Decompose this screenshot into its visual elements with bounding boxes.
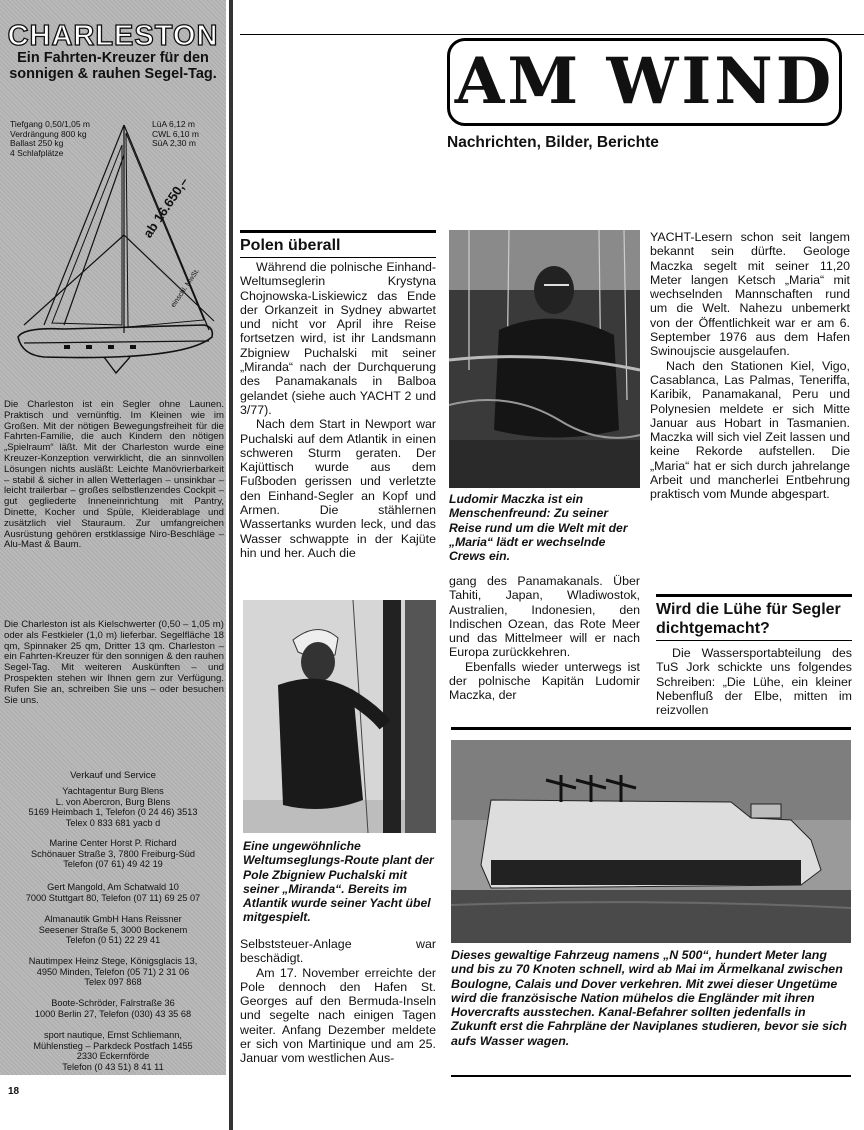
address-line: Schönauer Straße 3, 7800 Freiburg-Süd bbox=[31, 848, 195, 859]
spec-line: LüA 6,12 m bbox=[152, 119, 196, 129]
address-line: Nautimpex Heinz Stege, Königsglacis 13, bbox=[28, 956, 198, 966]
paragraph: Ebenfalls wieder unterwegs ist der polnische Kapitän Ludomir Maczka, der bbox=[449, 659, 640, 703]
photo-caption-maczka: Ludomir Maczka ist ein Menschenfreund: Zu seiner Reise rund um die Welt mit der „Maria“ lädt er wechselnde Crews ein. bbox=[449, 492, 628, 564]
address-line: Telex 0 833 681 yacb d bbox=[65, 817, 161, 828]
article-text bbox=[240, 260, 436, 560]
paragraph: Selbststeuer-Anlage war beschädigt. bbox=[240, 937, 436, 966]
spec-line: Ballast 250 kg bbox=[10, 138, 64, 148]
address-line: 7000 Stuttgart 80, Telefon (07 11) 69 25 07 bbox=[25, 892, 201, 903]
article-heading-luehe: Wird die Lühe für Segler dichtgemacht? bbox=[656, 594, 852, 641]
address-line: 2330 Eckernförde bbox=[76, 1051, 150, 1062]
paragraph: Nach den Stationen Kiel, Vigo, Casablanca, Las Palmas, Teneriffa, Karibik, Panamakanal, Peru und Polynesien meldete er sich Mitte Januar aus Hobart in Tasmanien. Maczka will sich viel Zeit lassen und keine Rekorde aufstellen. Die „Maria“ hat er sich durch jahrelange Arbeit und mancherlei Entbehrung praktisch vom Munde abgespart. bbox=[650, 358, 850, 502]
article-text bbox=[656, 646, 852, 717]
paragraph: YACHT-Lesern schon seit langem bekannt sein dürfte. Geologe Maczka segelt mit seiner 11,20 Meter langen Ketsch „Maria“ mit wechselnden Mannschaften rund um die Welt. Nahezu unbemerkt von der Öffentlichkeit war er am 6. September 1976 aus dem Hafen Swinoujscie ausgelaufen. bbox=[650, 230, 850, 359]
address-line: sport nautique, Ernst Schliemann, bbox=[44, 1030, 182, 1040]
spec-line: SüA 2,30 m bbox=[152, 138, 196, 148]
spec-line: Tiefgang 0,50/1,05 m bbox=[10, 119, 91, 129]
photo-rule bbox=[451, 727, 851, 730]
article-text bbox=[240, 937, 436, 1066]
ad-service-heading: Verkauf und Service bbox=[70, 770, 156, 781]
spec-line: 4 Schlafplätze bbox=[10, 147, 64, 158]
address-line: 5169 Heimbach 1, Telefon (0 24 46) 3513 bbox=[28, 807, 198, 818]
spec-line: CWL 6,10 m bbox=[152, 128, 199, 139]
ad-price: ab 16.650,– bbox=[140, 174, 192, 241]
dealer-address bbox=[0, 956, 226, 988]
ad-title: CHARLESTON bbox=[7, 20, 219, 52]
ad-body-text-2: Die Charleston ist als Kielschwerter (0,50 – 1,05 m) oder als Festkieler (1,0 m) lieferbar. Segelfläche 18 qm, Spinnaker 25 qm, Dritter 13 qm. Charleston – ein Fahrten-Kreuzer für den sonnigen & den rauhen Segel-Tag. Mit weiteren Auskünften – und Prospekten stehen wir Ihnen gern zur Verfügung. Rufen Sie an, schreiben Sie uns – oder besuchen Sie uns. bbox=[4, 619, 224, 706]
dealer-address bbox=[0, 838, 226, 870]
photo-caption-puchalski: Eine ungewöhnliche Weltumseglungs-Route plant der Pole Zbigniew Puchalski mit seiner „Miranda“. Bereits im Atlantik wurde seiner Yacht übel mitgespielt. bbox=[243, 839, 434, 925]
page-number: 18 bbox=[8, 1086, 20, 1097]
photo-hovercraft-n500 bbox=[451, 740, 851, 943]
header-rule bbox=[240, 34, 864, 35]
paragraph: gang des Panamakanals. Über Tahiti, Japan, Wladiwostok, Australien, Indonesien, den Indischen Ozean, das Rote Meer und das Mittelmeer will er nach Europa zurückkehren. bbox=[449, 574, 640, 660]
paragraph: Die Wassersportabteilung des TuS Jork schickte uns folgendes Schreiben: „Die Lühe, ein kleiner Nebenfluß der Elbe, mitten im reizvollen bbox=[656, 646, 852, 718]
address-line: 4950 Minden, Telefon (05 71) 2 31 06 bbox=[36, 966, 190, 977]
address-line: Marine Center Horst P. Richard bbox=[49, 838, 177, 848]
dealer-address bbox=[0, 786, 226, 828]
address-line: Almanautik GmbH Hans Reissner bbox=[44, 914, 182, 924]
dealer-address bbox=[0, 914, 226, 946]
address-line: Telex 097 868 bbox=[84, 977, 142, 988]
photo-caption-hovercraft: Dieses gewaltige Fahrzeug namens „N 500“, hundert Meter lang und bis zu 70 Knoten schnell, wird ab Mai im Ärmelkanal zwischen Boulogne, Calais und Dover verkehren. Mit zwei dieser Ungetüme wird die französische Nation mühelos die Engländer mit ihren Hovercrafts ausstechen. Kanal-Befahrer sollten jedenfalls in Zukunft erst die Fahrpläne der Naviplanes studieren, bevor sie sich aufs Wasser wagen. bbox=[451, 948, 847, 1048]
address-line: Boote-Schröder, Falrstraße 36 bbox=[51, 998, 175, 1008]
section-logo: AM WIND bbox=[454, 44, 835, 119]
column-divider bbox=[229, 0, 233, 1130]
address-line: 1000 Berlin 27, Telefon (030) 43 35 68 bbox=[34, 1008, 192, 1019]
dealer-address bbox=[0, 882, 226, 903]
address-line: Telefon (0 43 51) 8 41 11 bbox=[62, 1061, 164, 1072]
ad-subtitle: Ein Fahrten-Kreuzer für den sonnigen & rauhen Segel-Tag. bbox=[9, 50, 217, 82]
article-text bbox=[449, 574, 640, 703]
paragraph: Nach dem Start in Newport war Puchalski auf dem Atlantik in einen schweren Sturm geraten. Der Kajüttisch wurde aus dem Fußboden gerissen und verletzte den Einhand-Segler an Kopf und Armen. Die stählernen Wassertanks wurden leck, und das Wasser schwappte in der Kajüte hin und her. Auch die bbox=[240, 417, 436, 560]
article-text bbox=[650, 230, 850, 502]
address-line: Seesener Straße 5, 3000 Bockenem bbox=[38, 924, 188, 935]
article-heading-polen: Polen überall bbox=[240, 230, 436, 258]
paragraph: Am 17. November erreichte der Pole dennoch den Hafen St. Georges auf den Bermuda-Inseln und segelte nach einigen Tagen weiter. Anfang Dezember meldete er sich von Martinique und am 25. Januar vom westlichen Aus- bbox=[240, 965, 436, 1066]
photo-maczka bbox=[449, 230, 640, 488]
caption-rule bbox=[451, 1075, 851, 1077]
dealer-address bbox=[0, 1030, 226, 1072]
sailboat-drawing-icon bbox=[4, 115, 226, 375]
address-line: Telefon (07 61) 49 42 19 bbox=[63, 859, 163, 870]
address-line: Telefon (0 51) 22 29 41 bbox=[65, 935, 161, 946]
ad-body-text: Die Charleston ist ein Segler ohne Launen. Praktisch und vernünftig. Im Kleinen wie im Großen. Mit der nötigen Bewegungsfreiheit für die Fahrten-Familie, die auch Kindern den nötigen „Spielraum“ läßt. Mit der Charleston wurde eine Kreuzer-Konzeption verwirklicht, die an sinnvollen Lösungen nichts ausläßt: Leichte Manövrierbarkeit – stabil & sicher in allen Wetterlagen – unsinkbar – leicht trailerbar – großes selbstlenzendes Cockpit – gut gegliederte Inneneinrichtung mit Pantry, Dinette, Kocher und Spüle, Kleiderablage und zusätzlich viel Stauraum. Zur umfangreichen Ausrüstung gehören erstklassige Niro-Beschläge – Alu-Mast & Baum. bbox=[4, 399, 224, 551]
paragraph: Während die polnische Einhand-Weltumseglerin Krystyna Chojnowska-Liskiewicz das Ende der Orkanzeit in Sydney abwartet und nicht vor April ihre Reise fortsetzen wird, ist ihr Landsmann Zbigniew Puchalski mit seiner „Miranda“ nach der Durchquerung des Panamakanals in Balboa gelandet (siehe auch YACHT 2 und 3/77). bbox=[240, 260, 436, 417]
address-line: L. von Abercron, Burg Blens bbox=[55, 796, 171, 807]
spec-line: Verdrängung 800 kg bbox=[10, 128, 87, 139]
address-line: Yachtagentur Burg Blens bbox=[62, 786, 164, 796]
address-line: Gert Mangold, Am Schatwald 10 bbox=[47, 882, 179, 892]
section-tagline: Nachrichten, Bilder, Berichte bbox=[447, 134, 659, 151]
dealer-address bbox=[0, 998, 226, 1019]
address-line: Mühlenstieg – Parkdeck Postfach 1455 bbox=[33, 1040, 193, 1051]
photo-puchalski bbox=[243, 600, 436, 833]
ad-price-note: einschl. MwSt. bbox=[170, 267, 202, 309]
